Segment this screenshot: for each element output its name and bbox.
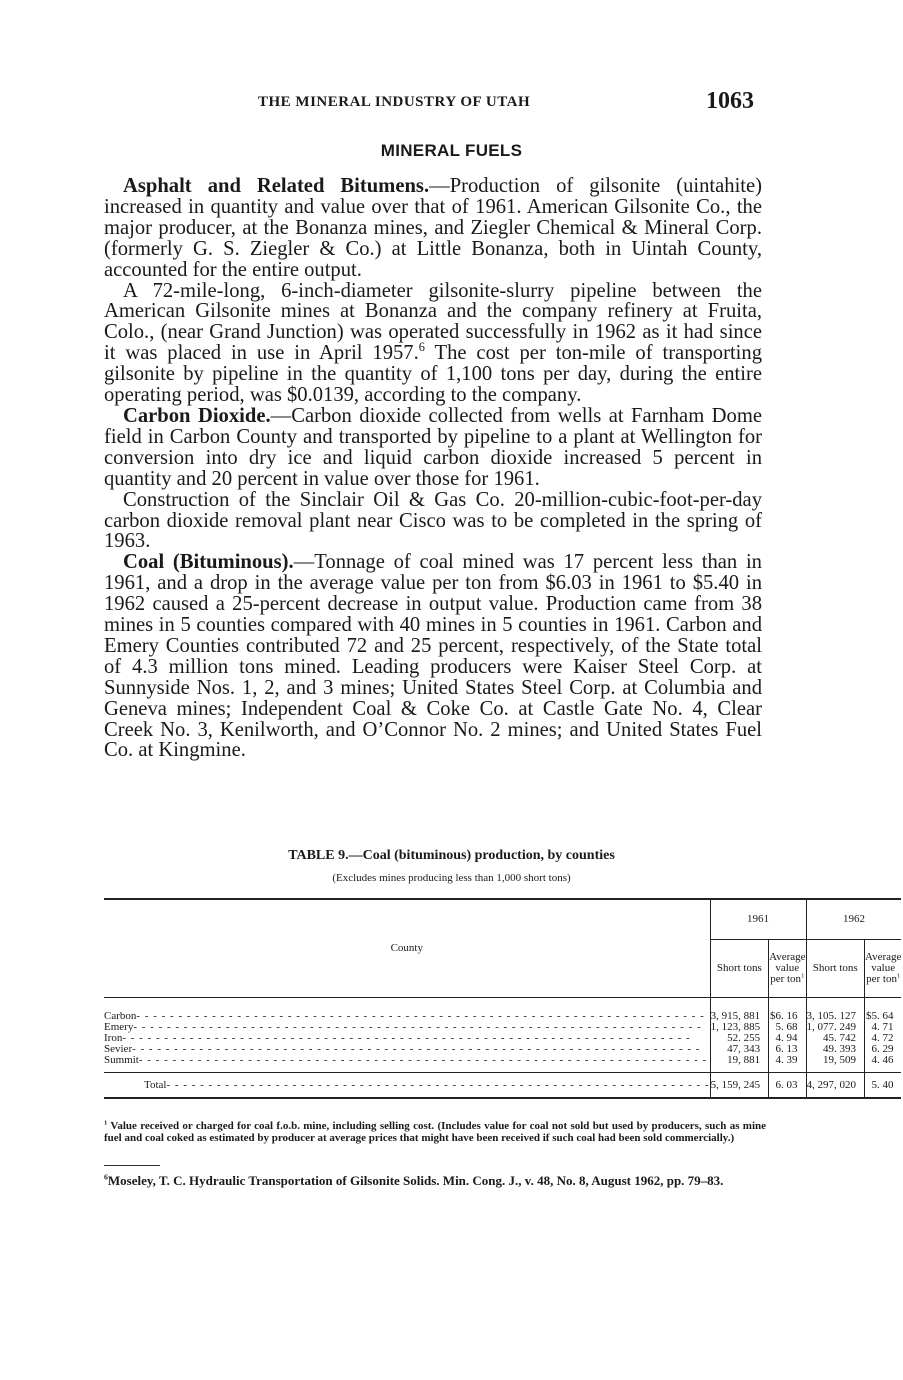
- county-name: Sevier: [104, 1044, 133, 1055]
- footnote-ref: 6: [418, 340, 425, 355]
- paragraph-text: A 72-mile-long, 6-inch-diameter gilsonite-slurry pipeline between the American Gilsonite mines at Bonanza and the company refinery at Fruita, Colo., (near Grand Junction) was operated successfully in 1962 as it had since it was placed in use in April 1957.: [104, 279, 762, 365]
- tons-1961: 52. 255: [710, 1033, 769, 1044]
- paragraph-text: —Production of gilsonite (uintahite) increased in quantity and value over that of 1961. American Gilsonite Co., the major producer, at the Bonanza mines, and Ziegler Chemical & Mineral Corp. (formerly G. S. Ziegler & Co.) at Little Bonanza, both in Uintah County, accounted for the entire output.: [104, 175, 763, 281]
- col-header-county: County: [104, 899, 710, 997]
- county-cell: Emery- - - - - - - - - - - - - - - - - - - - - - - - - - - - - - - - - - - - - - - - - - - - - - - - - - - - - - - - - - - - - - - - - - - -: [104, 1022, 702, 1033]
- footnote-text: Value received or charged for coal f.o.b. mine, including selling cost. (Includes value for coal not sold but used by producers, such as mine fuel and coal coked as estimated by producer at average prices that might have been received if such coal had been sold commercially.): [104, 1120, 766, 1144]
- table-subcaption: (Excludes mines producing less than 1,000 short tons): [332, 872, 571, 884]
- tons-1962: 49. 393: [806, 1044, 865, 1055]
- tons-1962: 3, 105. 127: [806, 1011, 865, 1022]
- paragraph-carbon-dioxide: [104, 406, 762, 490]
- page-number: 1063: [706, 88, 754, 114]
- paragraph-text: Construction of the Sinclair Oil & Gas Co. 20-million-cubic-foot-per-day carbon dioxide removal plant near Cisco was to be completed in the spring of 1963.: [104, 488, 762, 553]
- col-header-avg-value-1961: [769, 939, 806, 997]
- tons-1961: 3, 915, 881: [710, 1011, 769, 1022]
- section-title: MINERAL FUELS: [380, 141, 523, 160]
- footnote-mark: 6: [104, 1172, 108, 1182]
- value-1961: 5. 68: [769, 1022, 806, 1033]
- total-value-1961: 6. 03: [769, 1072, 806, 1098]
- county-name: Summit: [104, 1055, 139, 1066]
- value-1961: $6. 16: [769, 1011, 806, 1022]
- paragraph-heading: Asphalt and Related Bitumens.: [123, 175, 430, 197]
- footnote-divider: [104, 1165, 160, 1166]
- col-header-short-tons-1961: Short tons: [710, 939, 769, 997]
- value-1962: $5. 64: [865, 1011, 902, 1022]
- paragraph-heading: Carbon Dioxide.: [123, 404, 271, 427]
- value-1962: 4. 72: [865, 1033, 902, 1044]
- county-name: Carbon: [104, 1011, 137, 1022]
- footnote-ref: 1: [897, 971, 901, 979]
- tons-1961: 1, 123, 885: [710, 1022, 769, 1033]
- table-total-row: [104, 1072, 901, 1098]
- county-cell: Summit- - - - - - - - - - - - - - - - - - - - - - - - - - - - - - - - - - - - - - - - - - - - - - - - - - - - - - - - - - - - - - - - - - - -: [104, 1055, 708, 1066]
- paragraph-coal: [104, 552, 762, 761]
- tons-1962: 1, 077. 249: [806, 1022, 865, 1033]
- footnote-text: Moseley, T. C. Hydraulic Transportation of Gilsonite Solids. Min. Cong. J., v. 48, No. 8, August 1962, pp. 79–83.: [107, 1173, 724, 1188]
- paragraph-text: —Tonnage of coal mined was 17 percent less than in 1961, and a drop in the average value per ton from $6.03 in 1961 to $5.40 in 1962 caused a 25-percent decrease in output value. Production came from 38 mines in 5 counties compared with 40 mines in 5 counties in 1961. Carbon and Emery Counties contributed 72 and 25 percent, respectively, of the State total of 4.3 million tons mined. Leading producers were Kaiser Steel Corp. at Sunnyside Nos. 1, 2, and 3 mines; United States Steel Corp. at Columbia and Geneva mines; Independent Coal & Coke Co. at Castle Gate No. 4, Clear Creek No. 3, Kenilworth, and O’Connor No. 2 mines; and United States Fuel Co. at Kingmine.: [104, 551, 762, 762]
- footnote-ref: 1: [801, 971, 805, 979]
- total-tons-1961: 5, 159, 245: [710, 1072, 769, 1098]
- value-1961: 4. 39: [769, 1055, 806, 1066]
- value-1962: 4. 46: [865, 1055, 902, 1066]
- paragraph-text: The cost per ton-mile of transporting gilsonite by pipeline in the quantity of 1,100 tons per day, during the entire operating period, was $0.0139, according to the company.: [104, 342, 762, 407]
- tons-1962: 19, 509: [806, 1055, 865, 1066]
- value-1961: 4. 94: [769, 1033, 806, 1044]
- total-cell: Total- - - - - - - - - - - - - - - - - - - - - - - - - - - - - - - - - - - - - - - - - - - - - - - - - - - - - - - - - - - - - - - - -: [104, 1072, 710, 1098]
- paragraph-asphalt: [104, 176, 762, 281]
- col-header-label: Average value per ton: [865, 950, 902, 985]
- reference-footnote: [104, 1174, 766, 1188]
- paragraph-cisco-plant: [104, 490, 762, 553]
- tons-1961: 19, 881: [710, 1055, 769, 1066]
- col-header-year-1961: 1961: [710, 899, 806, 939]
- running-head: THE MINERAL INDUSTRY OF UTAH: [258, 94, 531, 110]
- value-1961: 6. 13: [769, 1044, 806, 1055]
- paragraph-heading: Coal (Bituminous).: [123, 551, 294, 574]
- county-name: Iron: [104, 1033, 123, 1044]
- tons-1962: 45. 742: [806, 1033, 865, 1044]
- county-name: Emery: [104, 1022, 134, 1033]
- county-cell: Sevier- - - - - - - - - - - - - - - - - - - - - - - - - - - - - - - - - - - - - - - - - - - - - - - - - - - - - - - - - - - - - - - - - - - -: [104, 1044, 701, 1055]
- value-1962: 6. 29: [865, 1044, 902, 1055]
- col-header-avg-value-1962: [865, 939, 902, 997]
- table-body: [104, 997, 901, 1098]
- total-tons-1962: 4, 297, 020: [806, 1072, 865, 1098]
- total-value-1962: 5. 40: [865, 1072, 902, 1098]
- coal-production-table: [104, 898, 901, 1099]
- col-header-label: Average value per ton: [769, 950, 806, 985]
- col-header-year-1962: 1962: [806, 899, 901, 939]
- paragraph-text: —Carbon dioxide collected from wells at Farnham Dome field in Carbon County and transported by pipeline to a plant at Wellington for conversion into dry ice and liquid carbon dioxide increased 5 percent in quantity and 20 percent in value over those for 1961.: [104, 404, 762, 490]
- tons-1961: 47, 343: [710, 1044, 769, 1055]
- county-cell: Iron- - - - - - - - - - - - - - - - - - - - - - - - - - - - - - - - - - - - - - - - - - - - - - - - - - - - - - - - - - - - - - - - - - - -: [104, 1033, 691, 1044]
- paragraph-pipeline: [104, 281, 762, 406]
- footnote-mark: 1: [104, 1119, 108, 1127]
- value-1962: 4. 71: [865, 1022, 902, 1033]
- total-label: Total: [144, 1078, 167, 1091]
- table-footnote: [104, 1120, 766, 1144]
- table-row: [104, 1055, 901, 1066]
- col-header-short-tons-1962: Short tons: [806, 939, 865, 997]
- body-text: [104, 176, 762, 761]
- county-cell: Carbon- - - - - - - - - - - - - - - - - - - - - - - - - - - - - - - - - - - - - - - - - - - - - - - - - - - - - - - - - - - - - - - - - - - -: [104, 1011, 705, 1022]
- table-caption: TABLE 9.—Coal (bituminous) production, by counties: [288, 848, 615, 863]
